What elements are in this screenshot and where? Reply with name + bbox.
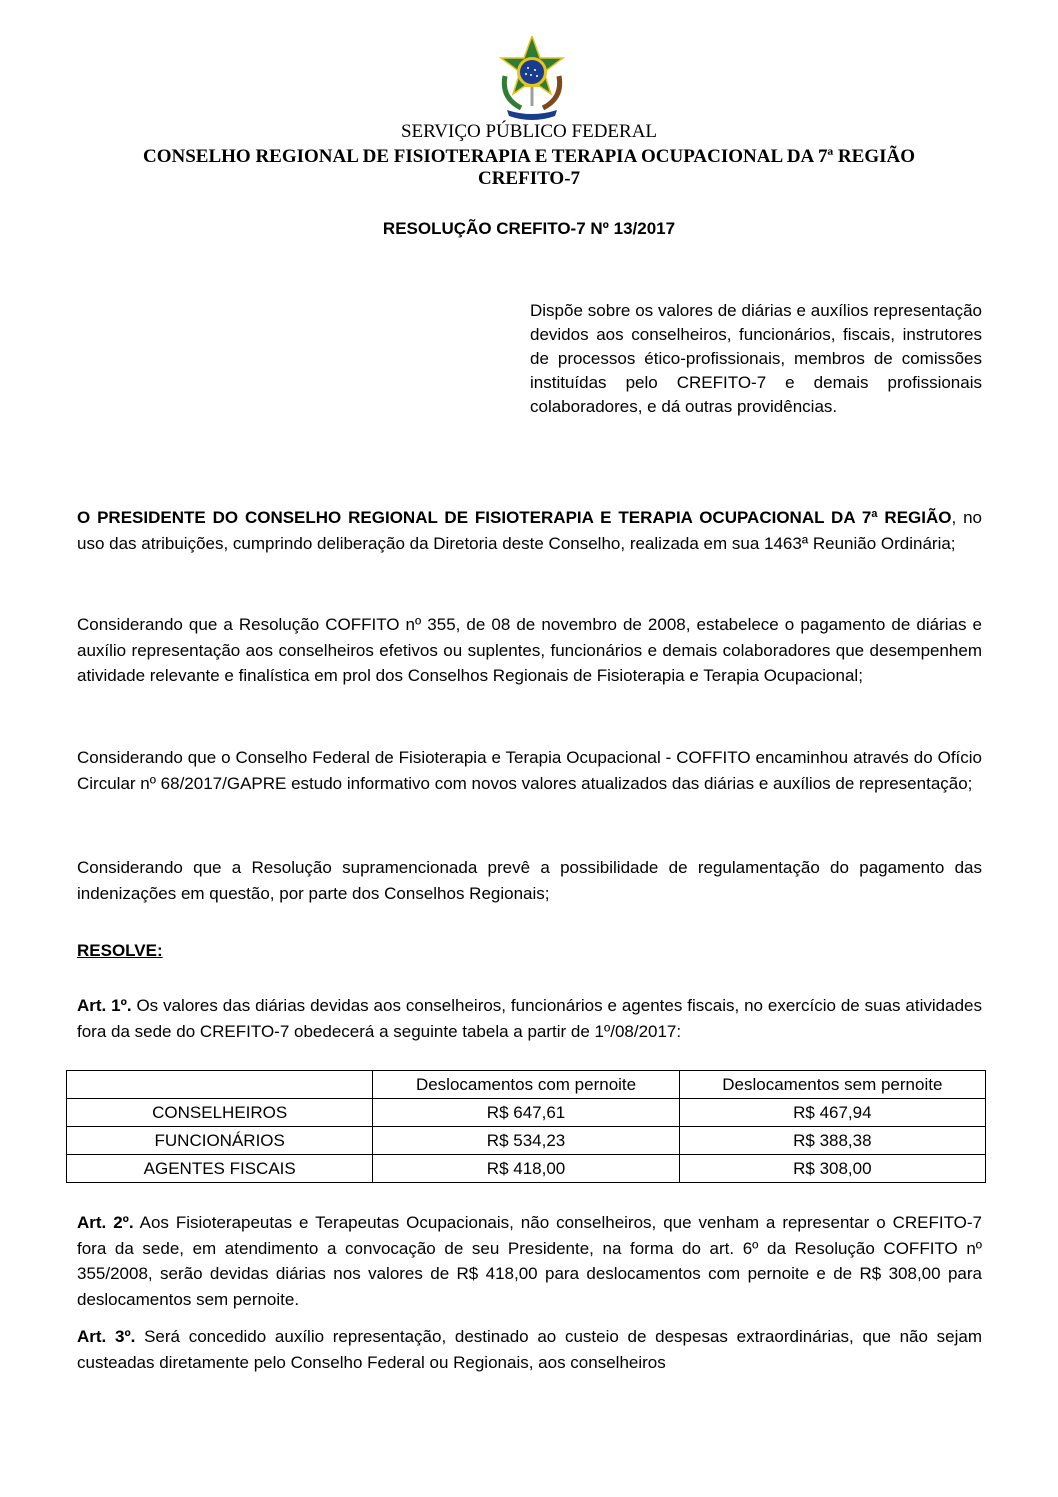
table-row <box>67 1155 986 1183</box>
resolution-summary: Dispõe sobre os valores de diárias e auxílios representação devidos aos conselheiros, funcionários, fiscais, instrutores de processos ético-profissionais, membros de comissões instituídas pelo CREFITO-7 e demais profissionais colaboradores, e dá outras providências. <box>530 301 982 416</box>
preamble-paragraph <box>77 505 982 556</box>
article-1-text: Os valores das diárias devidas aos conselheiros, funcionários e agentes fiscais, no exercício de suas atividades fora da sede do CREFITO-7 obedecerá a seguinte tabela a partir de 1º/08/2017: <box>77 996 982 1041</box>
preamble-rest: , no uso das atribuições, cumprindo deliberação da Diretoria deste Conselho, realizada em sua 1463ª Reunião Ordinária; <box>77 508 982 553</box>
header-service-line: SERVIÇO PÚBLICO FEDERAL <box>400 121 658 142</box>
brazil-coat-of-arms-icon <box>495 36 569 122</box>
header-council-name: CONSELHO REGIONAL DE FISIOTERAPIA E TERAPIA OCUPACIONAL DA 7ª REGIÃO <box>143 146 915 167</box>
table-cell: R$ 467,94 <box>679 1099 985 1127</box>
preamble-bold: O PRESIDENTE DO CONSELHO REGIONAL DE FISIOTERAPIA E TERAPIA OCUPACIONAL DA 7ª REGIÃO <box>77 508 952 527</box>
table-header-cell: Deslocamentos sem pernoite <box>679 1071 985 1099</box>
table-cell: FUNCIONÁRIOS <box>67 1127 373 1155</box>
article-3 <box>77 1324 982 1375</box>
table-cell: R$ 647,61 <box>373 1099 679 1127</box>
table-row <box>67 1099 986 1127</box>
article-3-label: Art. 3º. <box>77 1327 136 1346</box>
table-cell: R$ 418,00 <box>373 1155 679 1183</box>
table-header-cell: Deslocamentos com pernoite <box>373 1071 679 1099</box>
article-2 <box>77 1210 982 1312</box>
header-council-acronym: CREFITO-7 <box>477 168 581 189</box>
resolve-label: RESOLVE: <box>77 941 163 960</box>
table-header-row <box>67 1071 986 1099</box>
table-header-cell <box>67 1071 373 1099</box>
article-3-text: Será concedido auxílio representação, destinado ao custeio de despesas extraordinárias, que não sejam custeadas diretamente pelo Conselho Federal ou Regionais, aos conselheiros <box>77 1327 982 1372</box>
per-diem-table <box>66 1070 986 1183</box>
considerando-paragraph-1: Considerando que a Resolução COFFITO nº 355, de 08 de novembro de 2008, estabelece o pagamento de diárias e auxílio representação aos conselheiros efetivos ou suplentes, funcionários e demais colaboradores que desempenhem atividade relevante e finalística em prol dos Conselhos Regionais de Fisioterapia e Terapia Ocupacional; <box>77 615 982 685</box>
article-1-label: Art. 1º. <box>77 996 132 1015</box>
considerando-paragraph-3: Considerando que a Resolução supramencionada prevê a possibilidade de regulamentação do pagamento das indenizações em questão, por parte dos Conselhos Regionais; <box>77 858 982 903</box>
table-cell: AGENTES FISCAIS <box>67 1155 373 1183</box>
resolve-heading <box>77 938 982 964</box>
article-1 <box>77 993 982 1044</box>
table-cell: R$ 534,23 <box>373 1127 679 1155</box>
table-cell: R$ 388,38 <box>679 1127 985 1155</box>
table-cell: R$ 308,00 <box>679 1155 985 1183</box>
article-2-label: Art. 2º. <box>77 1213 134 1232</box>
resolution-title: RESOLUÇÃO CREFITO-7 Nº 13/2017 <box>382 219 676 238</box>
table-cell: CONSELHEIROS <box>67 1099 373 1127</box>
article-2-text: Aos Fisioterapeutas e Terapeutas Ocupacionais, não conselheiros, que venham a representar o CREFITO-7 fora da sede, em atendimento a convocação de seu Presidente, na forma do art. 6º da Resolução COFFITO nº 355/2008, serão devidas diárias nos valores de R$ 418,00 para deslocamentos com pernoite e de R$ 308,00 para deslocamentos sem pernoite. <box>77 1213 982 1309</box>
considerando-paragraph-2: Considerando que o Conselho Federal de Fisioterapia e Terapia Ocupacional - COFFITO encaminhou através do Ofício Circular nº 68/2017/GAPRE estudo informativo com novos valores atualizados das diárias e auxílios de representação; <box>77 748 982 793</box>
table-row <box>67 1127 986 1155</box>
